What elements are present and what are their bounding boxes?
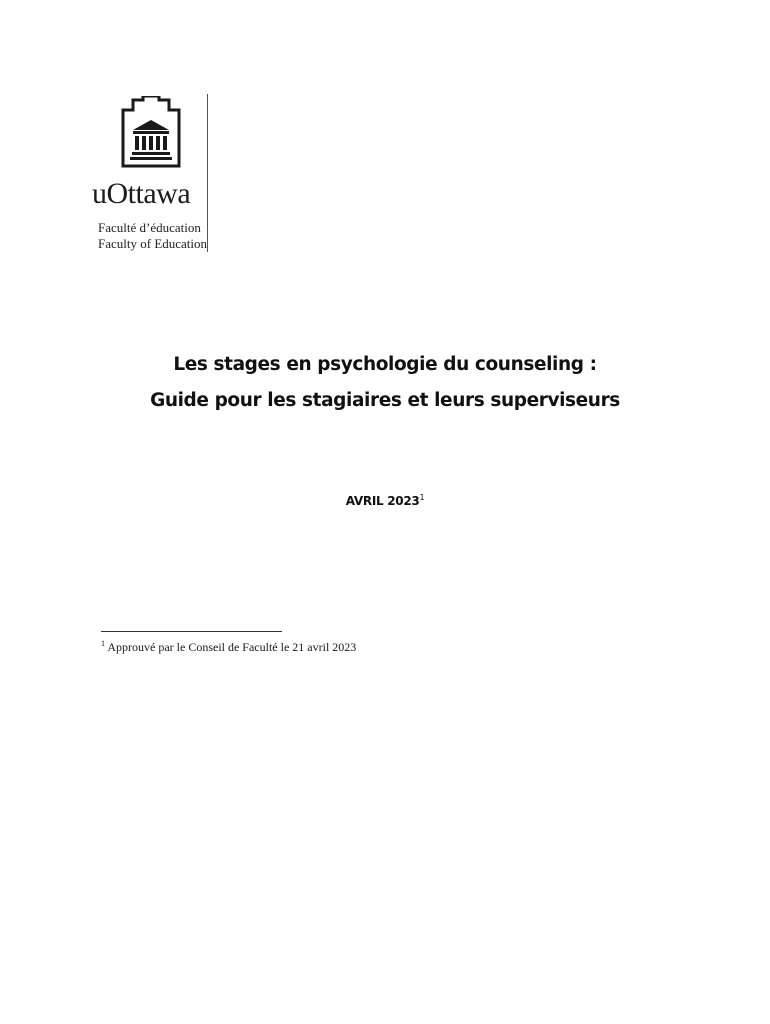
footnote-separator (101, 631, 282, 632)
footnote (101, 640, 356, 655)
document-title-line-2: Guide pour les stagiaires et leurs superviseurs (150, 390, 620, 411)
uottawa-logo (92, 94, 210, 252)
document-date (0, 494, 770, 508)
footnote-text: Approuvé par le Conseil de Faculté le 21 avril 2023 (107, 640, 357, 654)
logo-wordmark: uOttawa (92, 177, 191, 210)
date-text: AVRIL 2023 (345, 494, 420, 508)
logo-divider (207, 94, 208, 252)
date-footnote-marker: 1 (419, 493, 425, 502)
logo-faculty-en: Faculty of Education (98, 236, 208, 251)
footnote-marker: 1 (101, 639, 105, 648)
university-building-icon (120, 96, 182, 168)
document-title-line-1: Les stages en psychologie du counseling : (173, 354, 597, 375)
logo-faculty-fr: Faculté d’éducation (98, 220, 201, 235)
